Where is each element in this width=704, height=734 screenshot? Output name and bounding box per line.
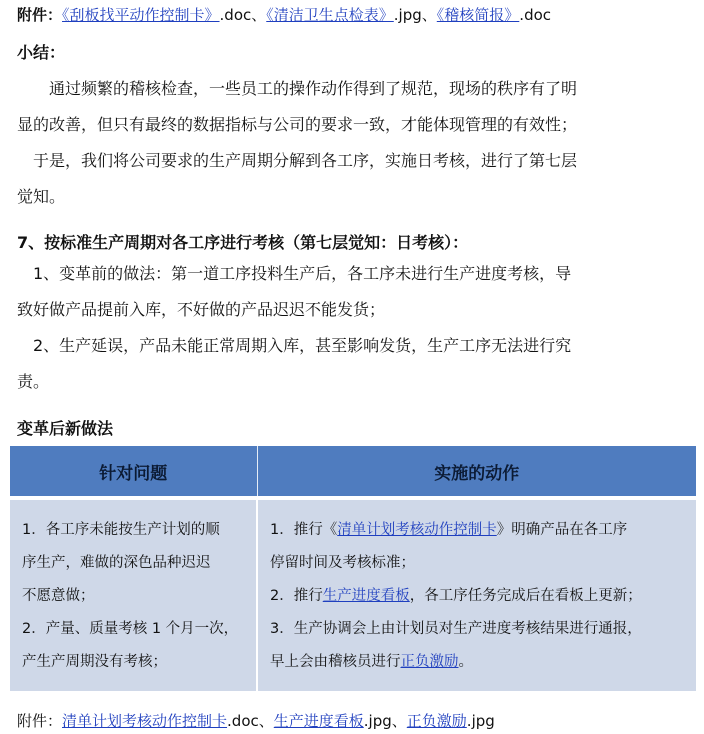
attachment-line-top	[17, 4, 551, 25]
table-row	[10, 498, 696, 691]
problem-line: 不愿意做；	[22, 588, 95, 604]
attachment-link-cleaning-checklist[interactable]: 《清洁卫生点检表》	[266, 6, 394, 24]
attachment-ext: .doc	[519, 6, 552, 24]
attachment-ext: .jpg	[393, 6, 422, 24]
table-header-row	[10, 446, 696, 498]
separator: 、	[421, 6, 437, 24]
action-line: 停留时间及考核标准；	[270, 555, 415, 571]
problem-line: 1．各工序未能按生产计划的顺	[22, 522, 220, 538]
problem-line: 产生产周期没有考核；	[22, 654, 167, 670]
attachment-line-bottom	[17, 710, 495, 731]
action-line	[270, 580, 688, 613]
action-text: 早上会由稽核员进行	[270, 654, 401, 670]
section7-line: 致好做产品提前入库，不好做的产品迟迟不能发货；	[17, 300, 386, 319]
header-action: 实施的动作	[257, 446, 696, 498]
summary-line: 觉知。	[17, 187, 66, 206]
attachment-ext: .doc	[219, 6, 252, 24]
attachment-link-audit-brief[interactable]: 《稽核简报》	[436, 6, 520, 24]
summary-line: 于是，我们将公司要求的生产周期分解到各工序，实施日考核，进行了第七层	[17, 151, 578, 170]
summary-heading: 小结：	[17, 43, 66, 62]
attachment-link-plan-card[interactable]: 清单计划考核动作控制卡	[62, 712, 228, 730]
summary-line: 通过频繁的稽核检查，一些员工的操作动作得到了规范，现场的秩序有了明	[17, 79, 578, 98]
problem-line: 序生产，难做的深色品种迟迟	[22, 555, 211, 571]
action-cell	[257, 498, 696, 691]
after-change-heading: 变革后新做法	[17, 419, 114, 438]
link-plan-card[interactable]: 清单计划考核动作控制卡	[337, 522, 497, 538]
section7-paragraph	[17, 256, 689, 400]
section7-heading: 7、按标准生产周期对各工序进行考核（第七层觉知：日考核）：	[17, 233, 469, 252]
attachment-ext: .jpg	[466, 712, 495, 730]
action-line	[270, 646, 688, 679]
link-progress-board[interactable]: 生产进度看板	[322, 588, 410, 604]
section7-line: 1、变革前的做法：第一道工序投料生产后，各工序未进行生产进度考核，导	[17, 264, 572, 283]
summary-paragraph	[17, 71, 689, 215]
section7-line: 责。	[17, 372, 50, 391]
header-problem: 针对问题	[10, 446, 257, 498]
action-text: 1．推行《	[270, 522, 338, 538]
action-text: ，各工序任务完成后在看板上更新；	[409, 588, 642, 604]
separator: 、	[251, 6, 267, 24]
action-text: 》明确产品在各工序	[496, 522, 628, 538]
summary-line: 显的改善，但只有最终的数据指标与公司的要求一致，才能体现管理的有效性；	[17, 115, 578, 134]
attachment-ext: .doc	[227, 712, 259, 730]
action-line	[270, 514, 688, 547]
attachment-prefix: 附件：	[17, 6, 63, 24]
attachment-prefix: 附件：	[17, 712, 63, 730]
action-line: 3．生产协调会上由计划员对生产进度考核结果进行通报，	[270, 621, 642, 637]
attachment-ext: .jpg	[363, 712, 392, 730]
measures-table	[10, 446, 696, 691]
link-incentive[interactable]: 正负激励	[400, 654, 459, 670]
attachment-link-incentive[interactable]: 正负激励	[406, 712, 467, 730]
separator: 、	[258, 712, 274, 730]
section7-line: 2、生产延误，产品未能正常周期入库，甚至影响发货，生产工序无法进行究	[17, 336, 572, 355]
problem-cell	[10, 498, 257, 691]
attachment-link-scraper-card[interactable]: 《刮板找平动作控制卡》	[62, 6, 220, 24]
attachment-link-progress-board[interactable]: 生产进度看板	[273, 712, 364, 730]
separator: 、	[391, 712, 407, 730]
action-text: 。	[458, 654, 473, 670]
problem-line: 2．产量、质量考核 1 个月一次，	[22, 621, 239, 637]
action-text: 2．推行	[270, 588, 323, 604]
